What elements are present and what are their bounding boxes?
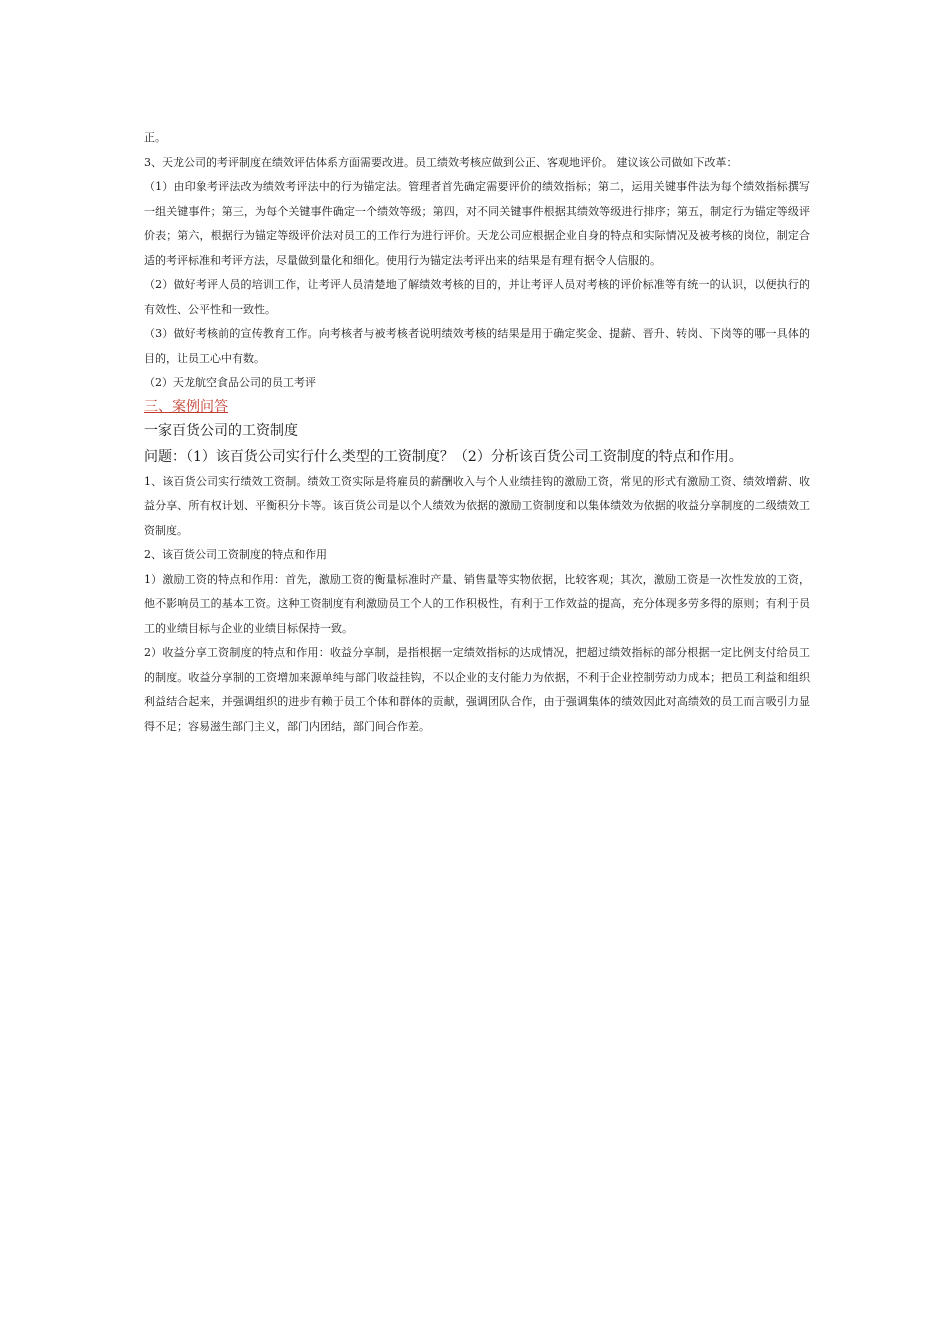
paragraph-bars-method: （1）由印象考评法改为绩效考评法中的行为锚定法。管理者首先确定需要评价的绩效指标；第二，运用关键事件法为每个绩效指标撰写一组关键事件；第三，为每个关键事件确定一个绩效等级；第四，对不同关键事件根据其绩效等级进行排序；第五，制定行为锚定等级评价表；第六，根据行为锚定等级评价法对员工的工作行为进行评价。天龙公司应根据企业自身的特点和实际情况及被考核的岗位，制定合适的考评标准和考评方法，尽量做到量化和细化。使用行为锚定法考评出来的结果是有理有据令人信服的。 xyxy=(144,180,810,267)
answer-paragraph-2: 2、该百货公司工资制度的特点和作用 xyxy=(144,548,327,561)
paragraph-continuation: 正。 xyxy=(144,131,166,144)
document-body xyxy=(144,126,810,739)
case-title: 一家百货公司的工资制度 xyxy=(144,422,298,439)
paragraph-improvement-intro: 3、天龙公司的考评制度在绩效评估体系方面需要改进。员工绩效考核应做到公正、客观地评价。 建议该公司做如下改革： xyxy=(144,155,738,169)
case-question: 问题：（1）该百货公司实行什么类型的工资制度？（2）分析该百货公司工资制度的特点和作用。 xyxy=(144,448,743,465)
paragraph-evaluator-training: （2）做好考评人员的培训工作，让考评人员清楚地了解绩效考核的目的，并让考评人员对考核的评价标准等有统一的认识，以便执行的有效性、公平性和一致性。 xyxy=(144,278,810,316)
section-heading: 三、案例问答 xyxy=(144,398,228,415)
answer-paragraph-1: 1、该百货公司实行绩效工资制。绩效工资实际是将雇员的薪酬收入与个人业绩挂钩的激励工资，常见的形式有激励工资、绩效增薪、收益分享、所有权计划、平衡积分卡等。该百货公司是以个人绩效为依据的激励工资制度和以集体绩效为依据的收益分享制度的二级绩效工资制度。 xyxy=(144,474,810,537)
answer-paragraph-3: 1）激励工资的特点和作用：首先，激励工资的衡量标准时产量、销售量等实物依据，比较客观；其次，激励工资是一次性发放的工资，他不影响员工的基本工资。这种工资制度有利激励员工个人的工作积极性，有利于工作效益的提高，充分体现多劳多得的原则；有利于员工的业绩目标与企业的业绩目标保持一致。 xyxy=(144,572,810,635)
answer-paragraph-4: 2）收益分享工资制度的特点和作用：收益分享制，是指根据一定绩效指标的达成情况，把超过绩效指标的部分根据一定比例支付给员工的制度。收益分享制的工资增加来源单纯与部门收益挂钩，不以企业的支付能力为依据，不利于企业控制劳动力成本；把员工利益和组织利益结合起来，并强调组织的进步有赖于员工个体和群体的贡献，强调团队合作，由于强调集体的绩效因此对高绩效的员工而言吸引力显得不足；容易滋生部门主义，部门内团结，部门间合作差。 xyxy=(144,646,810,733)
paragraph-publicity-education: （3）做好考核前的宣传教育工作。向考核者与被考核者说明绩效考核的结果是用于确定奖金、提薪、晋升、转岗、下岗等的哪一具体的目的，让员工心中有数。 xyxy=(144,327,810,365)
paragraph-employee-evaluation: （2）天龙航空食品公司的员工考评 xyxy=(144,376,316,389)
